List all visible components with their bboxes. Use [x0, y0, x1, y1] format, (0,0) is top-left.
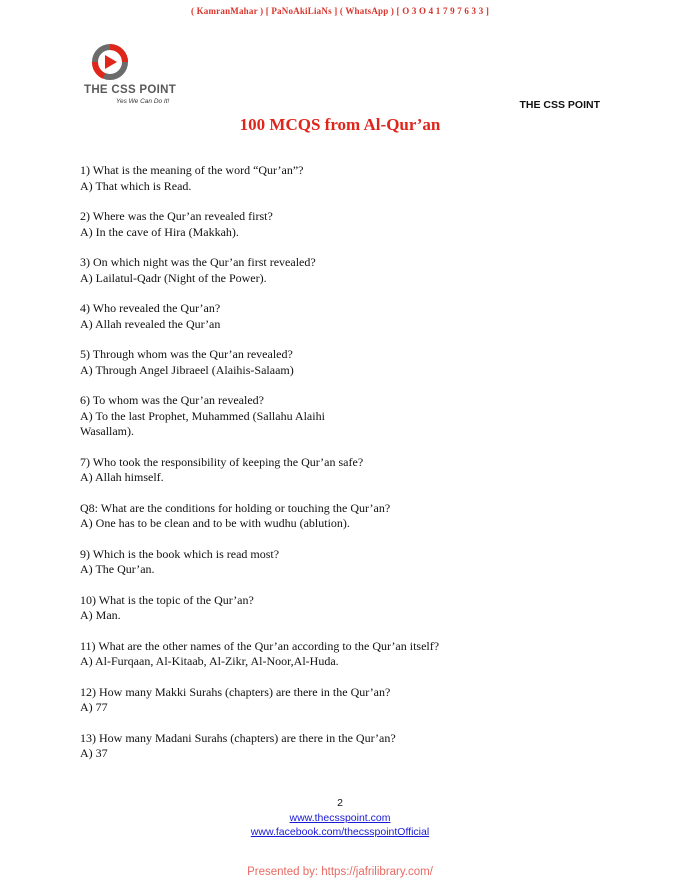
- page-footer: [0, 796, 680, 840]
- mcq-list: [80, 163, 500, 777]
- question-text: 1) What is the meaning of the word “Qur’an”?: [80, 163, 304, 177]
- answer-text: A) Man.: [80, 608, 121, 622]
- page-number: 2: [337, 797, 343, 809]
- answer-text: A) 37: [80, 746, 108, 760]
- list-item: [80, 547, 500, 578]
- question-text: 13) How many Madani Surahs (chapters) are there in the Qur’an?: [80, 730, 396, 745]
- list-item: [80, 301, 500, 332]
- question-text: 5) Through whom was the Qur’an revealed?: [80, 347, 293, 361]
- question-text: 12) How many Makki Surahs (chapters) are there in the Qur’an?: [80, 684, 391, 699]
- list-item: [80, 455, 500, 486]
- list-item: [80, 639, 500, 670]
- answer-text: A) That which is Read.: [80, 178, 192, 193]
- question-text: 9) Which is the book which is read most?: [80, 546, 280, 561]
- list-item: [80, 685, 500, 716]
- answer-text: A) In the cave of Hira (Makkah).: [80, 224, 239, 239]
- answer-text: A) Lailatul-Qadr (Night of the Power).: [80, 270, 267, 285]
- list-item: [80, 209, 500, 240]
- logo-tagline: Yes We Can Do It!: [116, 98, 170, 105]
- answer-text: A) Allah revealed the Qur’an: [80, 316, 221, 331]
- answer-text: A) The Qur’an.: [80, 562, 155, 576]
- list-item: [80, 501, 500, 532]
- question-text: Q8: What are the conditions for holding or touching the Qur’an?: [80, 500, 391, 515]
- answer-text: A) To the last Prophet, Muhammed (Sallahu Alaihi Wasallam).: [80, 408, 325, 438]
- brand-label: THE CSS POINT: [519, 99, 600, 111]
- logo-mark-icon: [90, 42, 130, 84]
- answer-text: A) Allah himself.: [80, 470, 164, 484]
- answer-text: A) 77: [80, 700, 108, 714]
- question-text: 3) On which night was the Qur’an first revealed?: [80, 255, 316, 269]
- question-text: 11) What are the other names of the Qur’an according to the Qur’an itself?: [80, 638, 440, 653]
- answer-text: A) Al-Furqaan, Al-Kitaab, Al-Zikr, Al-Noor,Al-Huda.: [80, 654, 339, 668]
- list-item: [80, 255, 500, 286]
- presented-by-watermark: Presented by: https://jafrilibrary.com/: [247, 866, 433, 878]
- question-text: 4) Who revealed the Qur’an?: [80, 301, 221, 315]
- website-link[interactable]: www.thecsspoint.com: [289, 811, 391, 824]
- answer-text: A) One has to be clean and to be with wudhu (ablution).: [80, 516, 350, 530]
- contact-line: ( KamranMahar ) [ PaNoAkiLiaNs ] ( WhatsApp ) [ O 3 O 4 1 7 9 7 6 3 3 ]: [190, 6, 490, 16]
- question-text: 2) Where was the Qur’an revealed first?: [80, 209, 273, 223]
- css-point-logo: [84, 42, 194, 108]
- facebook-link[interactable]: www.facebook.com/thecsspointOfficial: [250, 826, 430, 838]
- question-text: 10) What is the topic of the Qur’an?: [80, 592, 254, 607]
- list-item: [80, 163, 500, 194]
- question-text: 7) Who took the responsibility of keeping the Qur’an safe?: [80, 454, 364, 469]
- list-item: [80, 347, 500, 378]
- logo-title: THE CSS POINT: [84, 84, 177, 96]
- list-item: [80, 593, 500, 624]
- question-text: 6) To whom was the Qur’an revealed?: [80, 393, 264, 407]
- list-item: [80, 393, 370, 440]
- document-title: 100 MCQS from Al-Qur’an: [239, 115, 441, 134]
- answer-text: A) Through Angel Jibraeel (Alaihis-Salaam): [80, 362, 294, 377]
- list-item: [80, 731, 500, 762]
